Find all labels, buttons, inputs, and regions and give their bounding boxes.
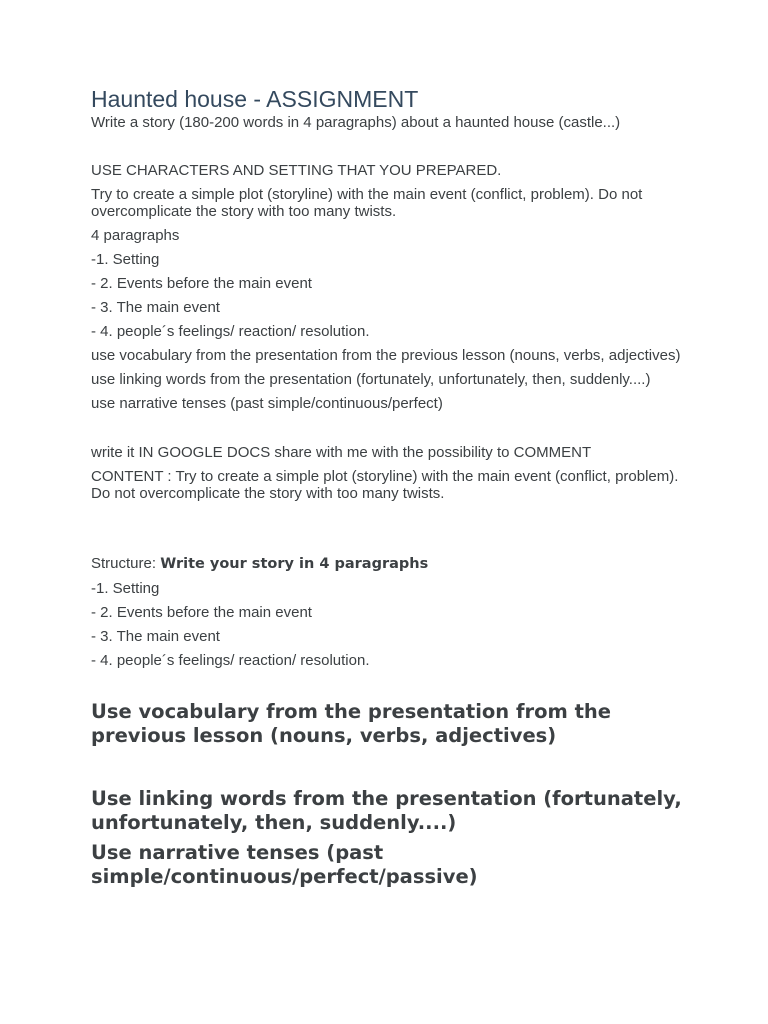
list-item-events-before: - 2. Events before the main event (91, 604, 312, 621)
list-item-setting: -1. Setting (91, 580, 160, 597)
google-docs-instruction: write it IN GOOGLE DOCS share with me with the possibility to COMMENT (91, 444, 592, 461)
paragraphs-label: 4 paragraphs (91, 227, 180, 244)
linking-words-instruction: use linking words from the presentation (fortunately, unfortunately, then, suddenly....) (91, 371, 651, 388)
document-title: Haunted house - ASSIGNMENT (91, 86, 419, 112)
plot-instruction: Try to create a simple plot (storyline) with the main event (conflict, problem). Do not overcomplicate the story with too many twists. (91, 186, 643, 220)
document-subtitle: Write a story (180-200 words in 4 paragraphs) about a haunted house (castle...) (91, 114, 621, 131)
list-item-feelings: - 4. people´s feelings/ reaction/ resolution. (91, 323, 370, 340)
list-item-feelings: - 4. people´s feelings/ reaction/ resolution. (91, 652, 370, 669)
document-page (91, 86, 691, 889)
list-item-setting: -1. Setting (91, 251, 160, 268)
structure-label: Structure: (91, 555, 161, 572)
list-item-events-before: - 2. Events before the main event (91, 275, 312, 292)
list-item-main-event: - 3. The main event (91, 628, 220, 645)
characters-setting-heading: USE CHARACTERS AND SETTING THAT YOU PREPARED. (91, 162, 502, 179)
structure-line (91, 555, 691, 573)
vocabulary-heading: Use vocabulary from the presentation from the previous lesson (nouns, verbs, adjectives) (91, 700, 612, 747)
structure-bold-text: Write your story in 4 paragraphs (160, 556, 429, 572)
tenses-heading: Use narrative tenses (past simple/continuous/perfect/passive) (91, 841, 478, 888)
vocabulary-instruction: use vocabulary from the presentation from the previous lesson (nouns, verbs, adjectives) (91, 347, 681, 364)
content-instruction: CONTENT : Try to create a simple plot (storyline) with the main event (conflict, problem). Do not overcomplicate the story with too many twists. (91, 468, 679, 502)
tenses-instruction: use narrative tenses (past simple/continuous/perfect) (91, 395, 443, 412)
list-item-main-event: - 3. The main event (91, 299, 220, 316)
linking-words-heading: Use linking words from the presentation (fortunately, unfortunately, then, suddenly....) (91, 787, 682, 834)
